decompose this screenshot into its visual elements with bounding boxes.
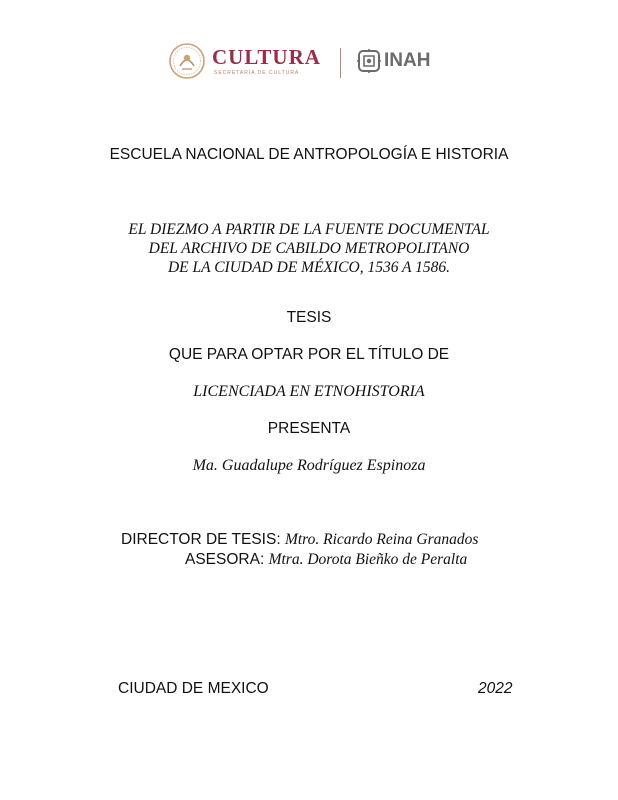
director-line: [121, 531, 478, 549]
school-name: ESCUELA NACIONAL DE ANTROPOLOGÍA E HISTORIA: [109, 146, 509, 163]
cultura-subtitle: SECRETARÍA DE CULTURA: [214, 70, 300, 76]
degree-intro: QUE PARA OPTAR POR EL TÍTULO DE: [168, 346, 450, 363]
presenta-label: PRESENTA: [267, 420, 351, 437]
mexico-seal-icon: [168, 42, 206, 80]
degree-name: LICENCIADA EN ETNOHISTORIA: [193, 383, 425, 400]
thesis-title: [0, 220, 618, 277]
logo-divider: [340, 48, 341, 78]
inah-wordmark: INAH: [384, 50, 431, 71]
director-name: Mtro. Ricardo Reina Granados: [284, 531, 479, 548]
advisor-line: [185, 551, 467, 569]
director-role: DIRECTOR DE TESIS:: [121, 531, 281, 548]
header-logos: [168, 42, 448, 84]
city-label: CIUDAD DE MEXICO: [118, 680, 269, 697]
title-line: DE LA CIUDAD DE MÉXICO, 1536 A 1586.: [167, 259, 450, 276]
doc-type: TESIS: [286, 309, 332, 326]
title-line: DEL ARCHIVO DE CABILDO METROPOLITANO: [148, 240, 470, 257]
inah-glyph-icon: [356, 48, 382, 74]
author-name: Ma. Guadalupe Rodríguez Espinoza: [192, 457, 426, 474]
year-label: 2022: [478, 680, 513, 697]
cultura-wordmark: CULTURA: [212, 45, 321, 69]
advisor-role: ASESORA:: [185, 551, 265, 568]
title-line: EL DIEZMO A PARTIR DE LA FUENTE DOCUMENTAL: [128, 221, 490, 238]
advisor-name: Mtra. Dorota Bieñko de Peralta: [268, 551, 468, 568]
